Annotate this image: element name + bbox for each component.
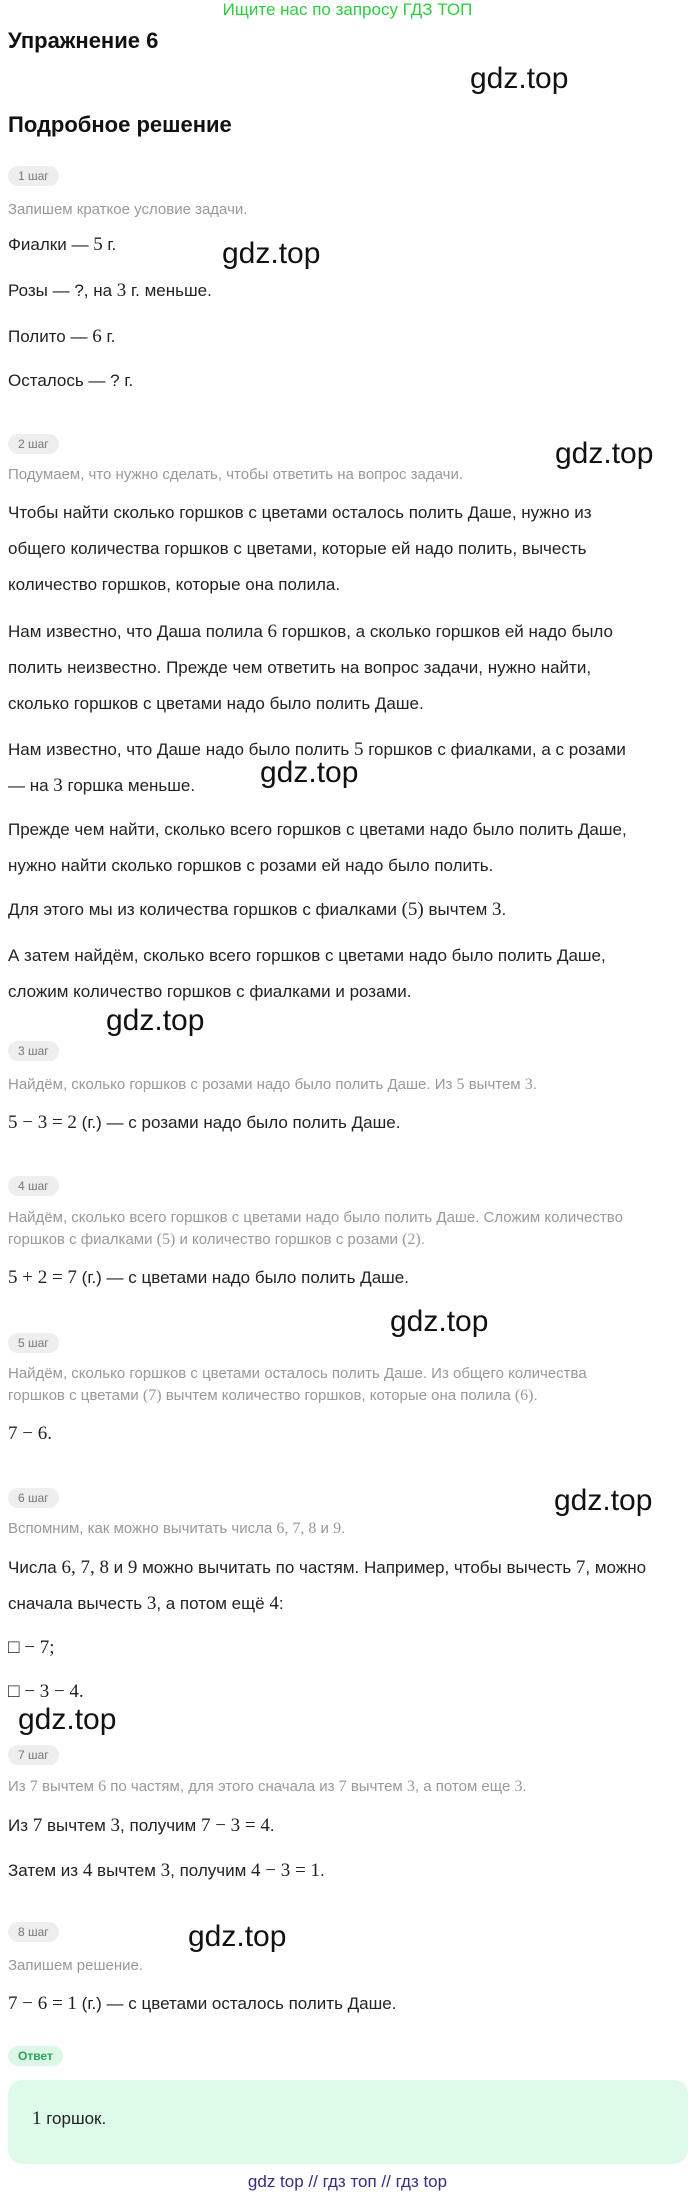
step-note: Вспомним, как можно вычитать числа 6, 7, 8 и 9. <box>8 1520 346 1537</box>
condition-line: Розы — ?, на 3 г. меньше. <box>8 280 212 301</box>
step-badge: 6 шаг <box>8 1488 59 1508</box>
step-badge: 7 шаг <box>8 1745 59 1765</box>
calculation-line: 5 + 2 = 7 (г.) — с цветами надо было полить Даше. <box>8 1267 409 1288</box>
watermark: gdz.top <box>106 1004 205 1037</box>
formula-line: □ − 3 − 4. <box>8 1681 84 1702</box>
paragraph: сколько горшков с цветами надо было полить Даше. <box>8 694 424 713</box>
footer-links[interactable]: gdz top // гдз топ // гдз top <box>247 2172 448 2191</box>
step-badge: 4 шаг <box>8 1176 59 1196</box>
calculation-line: Затем из 4 вычтем 3, получим 4 − 3 = 1. <box>8 1860 325 1881</box>
watermark: gdz.top <box>260 756 359 789</box>
watermark: gdz.top <box>470 62 569 95</box>
step-note: Найдём, сколько всего горшков с цветами надо было полить Даше. Сложим количество <box>8 1209 623 1226</box>
condition-line: Полито — 6 г. <box>8 326 116 347</box>
condition-line: Осталось — ? г. <box>8 371 134 390</box>
calculation-line: 7 − 6. <box>8 1423 52 1444</box>
step-note: горшков с фиалками (5) и количество горшков с розами (2). <box>8 1231 425 1248</box>
paragraph: А затем найдём, сколько всего горшков с цветами надо было полить Даше, <box>8 946 606 965</box>
watermark: gdz.top <box>390 1305 489 1338</box>
step-badge: 2 шаг <box>8 434 59 454</box>
step-note: Запишем краткое условие задачи. <box>8 201 248 218</box>
paragraph: Чтобы найти сколько горшков с цветами осталось полить Даше, нужно из <box>8 503 592 522</box>
step-note: горшков с цветами (7) вычтем количество горшков, которые она полила (6). <box>8 1387 538 1404</box>
paragraph: сначала вычесть 3, а потом ещё 4: <box>8 1593 284 1614</box>
page-title: Упражнение 6 <box>8 28 159 53</box>
answer-badge: Ответ <box>8 2046 63 2066</box>
paragraph: Нам известно, что Даше надо было полить 5 горшков с фиалками, а с розами <box>8 739 626 760</box>
watermark: gdz.top <box>188 1920 287 1953</box>
step-note: Из 7 вычтем 6 по частям, для этого сначала из 7 вычтем 3, а потом еще 3. <box>8 1778 527 1795</box>
watermark: gdz.top <box>554 1484 653 1517</box>
paragraph: Для этого мы из количества горшков с фиалками (5) вычтем 3. <box>8 899 507 920</box>
watermark: gdz.top <box>555 437 654 470</box>
paragraph: полить неизвестно. Прежде чем ответить на вопрос задачи, нужно найти, <box>8 658 592 677</box>
paragraph: количество горшков, которые она полила. <box>8 575 341 594</box>
answer-box <box>8 2080 688 2164</box>
paragraph: Прежде чем найти, сколько всего горшков с цветами надо было полить Даше, <box>8 820 627 839</box>
paragraph: Числа 6, 7, 8 и 9 можно вычитать по частям. Например, чтобы вычесть 7, можно <box>8 1557 647 1578</box>
watermark: gdz.top <box>18 1703 117 1736</box>
solution-heading: Подробное решение <box>8 112 232 137</box>
step-note: Подумаем, что нужно сделать, чтобы ответить на вопрос задачи. <box>8 466 463 483</box>
paragraph: сложим количество горшков с фиалками и розами. <box>8 982 412 1001</box>
calculation-line: 5 − 3 = 2 (г.) — с розами надо было полить Даше. <box>8 1112 401 1133</box>
paragraph: общего количества горшков с цветами, которые ей надо полить, вычесть <box>8 539 587 558</box>
step-badge: 8 шаг <box>8 1922 59 1942</box>
answer-text: 1 горшок. <box>32 2108 107 2129</box>
condition-line: Фиалки — 5 г. <box>8 234 117 255</box>
step-note: Найдём, сколько горшков с розами надо было полить Даше. Из 5 вычтем 3. <box>8 1076 537 1093</box>
paragraph: Нам известно, что Даша полила 6 горшков, а сколько горшков ей надо было <box>8 621 613 642</box>
calculation-line: Из 7 вычтем 3, получим 7 − 3 = 4. <box>8 1815 275 1836</box>
top-search-hint[interactable]: Ищите нас по запросу ГДЗ ТОП <box>222 0 473 19</box>
step-badge: 3 шаг <box>8 1041 59 1061</box>
calculation-line: 7 − 6 = 1 (г.) — с цветами осталось полить Даше. <box>8 1993 397 2014</box>
formula-line: □ − 7; <box>8 1637 55 1658</box>
paragraph: нужно найти сколько горшков с розами ей надо было полить. <box>8 856 494 875</box>
step-badge: 1 шаг <box>8 166 59 186</box>
step-note: Запишем решение. <box>8 1957 143 1974</box>
paragraph: — на 3 горшка меньше. <box>8 775 196 796</box>
step-note: Найдём, сколько горшков с цветами осталось полить Даше. Из общего количества <box>8 1365 587 1382</box>
watermark: gdz.top <box>222 237 321 270</box>
step-badge: 5 шаг <box>8 1333 59 1353</box>
